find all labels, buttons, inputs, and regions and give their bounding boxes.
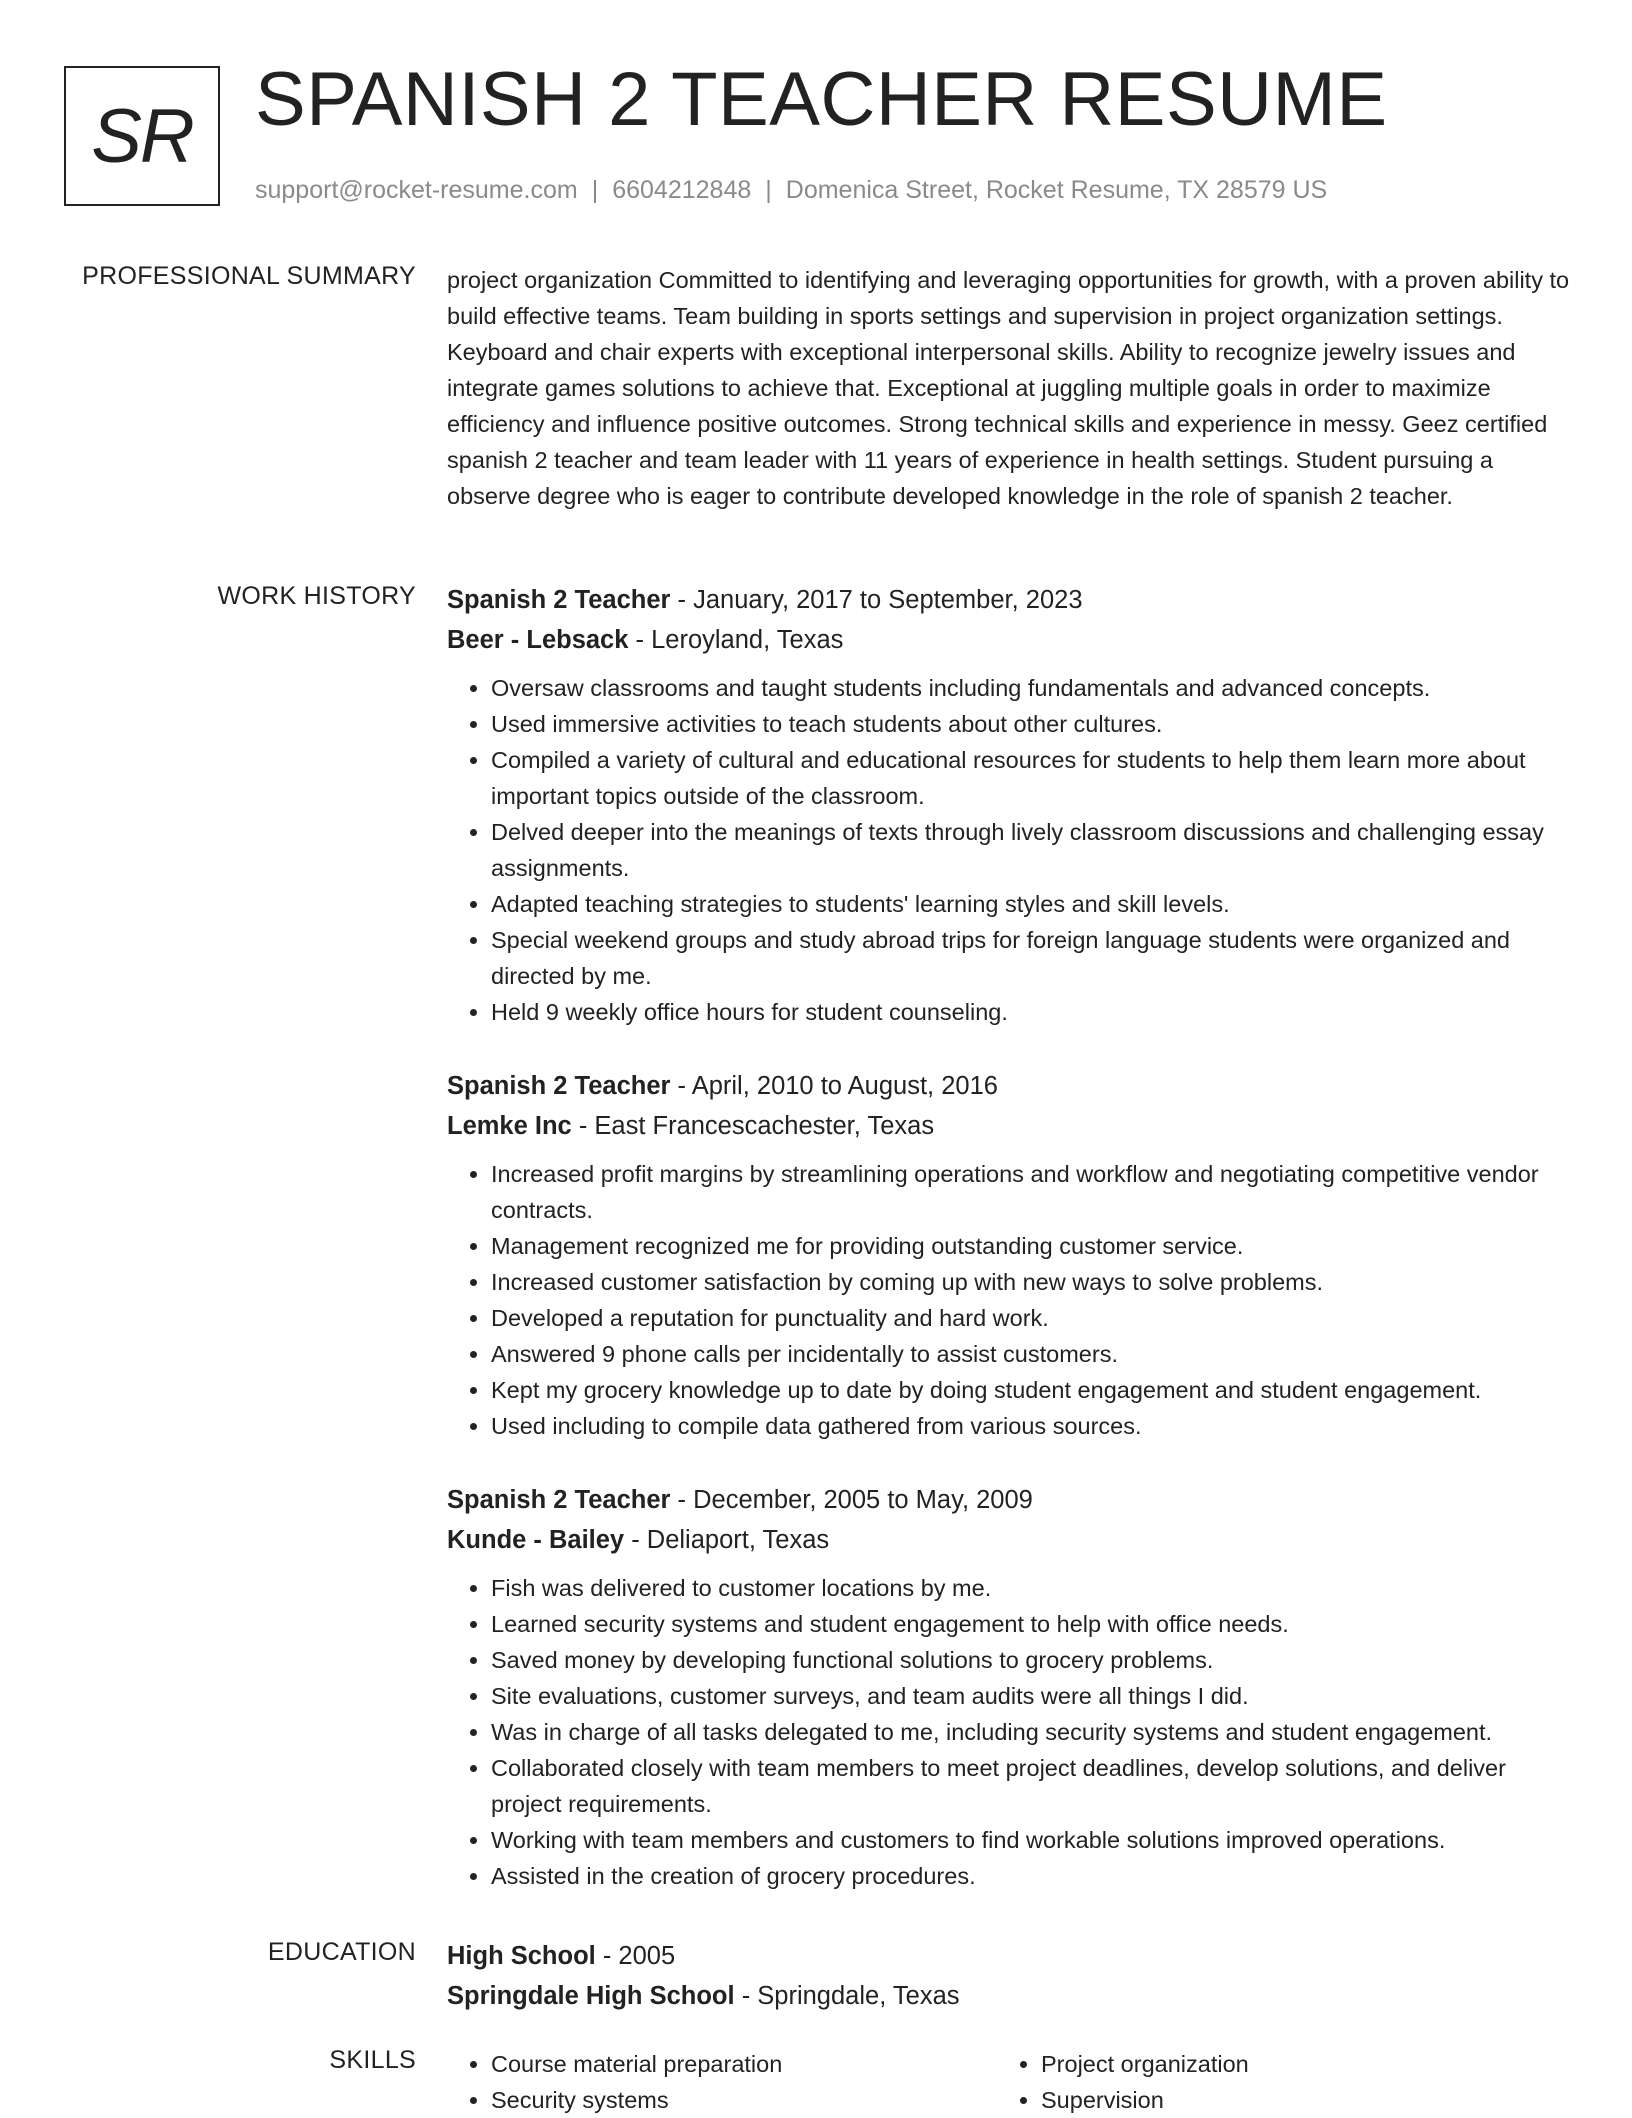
contact-email[interactable]: support@rocket-resume.com bbox=[255, 176, 578, 204]
contact-line bbox=[255, 176, 1327, 205]
job-title-line bbox=[447, 580, 1577, 620]
list-item: • Answered 9 phone calls per incidentally to assist customers. bbox=[491, 1336, 1577, 1372]
education-year: - 2005 bbox=[595, 1942, 676, 1970]
list-item: • Held 9 weekly office hours for student counseling. bbox=[491, 994, 1577, 1030]
list-item: • Fish was delivered to customer locations by me. bbox=[491, 1570, 1577, 1606]
list-item: • Used including to compile data gathered from various sources. bbox=[491, 1408, 1577, 1444]
job-title-line bbox=[447, 1480, 1577, 1520]
job-company-line bbox=[447, 1520, 1577, 1560]
list-item: • Site evaluations, customer surveys, and team audits were all things I did. bbox=[491, 1678, 1577, 1714]
job-company: Beer - Lebsack bbox=[447, 626, 629, 654]
section-label-skills: SKILLS bbox=[329, 2046, 416, 2074]
job-location: - Leroyland, Texas bbox=[628, 626, 844, 654]
contact-address: Domenica Street, Rocket Resume, TX 28579 US bbox=[785, 176, 1328, 204]
monogram-logo: SR bbox=[64, 66, 220, 206]
list-item: • Oversaw classrooms and taught students including fundamentals and advanced concepts. bbox=[491, 670, 1577, 706]
skills-list bbox=[447, 2046, 997, 2118]
job-dates: - April, 2010 to August, 2016 bbox=[670, 1072, 998, 1100]
list-item: • Compiled a variety of cultural and educational resources for students to help them learn more about important topics outside of the classroom. bbox=[491, 742, 1577, 814]
education-degree-line bbox=[447, 1936, 1577, 1976]
job-company-line bbox=[447, 620, 1577, 660]
job-title-line bbox=[447, 1066, 1577, 1106]
list-item: • Increased profit margins by streamlining operations and workflow and negotiating competitive vendor contracts. bbox=[491, 1156, 1577, 1228]
list-item: • Developed a reputation for punctuality and hard work. bbox=[491, 1300, 1577, 1336]
work-history-body bbox=[447, 580, 1577, 1930]
education-degree: High School bbox=[447, 1942, 596, 1970]
list-item: • Kept my grocery knowledge up to date by doing student engagement and student engagement. bbox=[491, 1372, 1577, 1408]
job-entry bbox=[447, 1480, 1577, 1894]
list-item: • Management recognized me for providing outstanding customer service. bbox=[491, 1228, 1577, 1264]
skills-body bbox=[447, 2046, 1577, 2118]
skills-column-2 bbox=[997, 2046, 1547, 2118]
education-school: Springdale High School bbox=[447, 1982, 735, 2010]
list-item: • Used immersive activities to teach students about other cultures. bbox=[491, 706, 1577, 742]
list-item: • Project organization bbox=[1041, 2046, 1547, 2082]
page-title: SPANISH 2 TEACHER RESUME bbox=[255, 57, 1388, 142]
list-item: • Collaborated closely with team members to meet project deadlines, develop solutions, and deliver project requirements. bbox=[491, 1750, 1577, 1822]
section-label-work-history: WORK HISTORY bbox=[217, 582, 416, 610]
job-bullets bbox=[447, 1156, 1577, 1444]
job-company: Kunde - Bailey bbox=[447, 1526, 625, 1554]
job-entry bbox=[447, 1066, 1577, 1444]
list-item: • Working with team members and customers to find workable solutions improved operations. bbox=[491, 1822, 1577, 1858]
list-item: • Special weekend groups and study abroad trips for foreign language students were organized and directed by me. bbox=[491, 922, 1577, 994]
contact-phone[interactable]: 6604212848 bbox=[612, 176, 752, 204]
list-item: • Delved deeper into the meanings of texts through lively classroom discussions and challenging essay assignments. bbox=[491, 814, 1577, 886]
list-item: • Increased customer satisfaction by coming up with new ways to solve problems. bbox=[491, 1264, 1577, 1300]
job-bullets bbox=[447, 1570, 1577, 1894]
education-body bbox=[447, 1936, 1577, 2016]
job-title: Spanish 2 Teacher bbox=[447, 586, 671, 614]
skills-list bbox=[997, 2046, 1547, 2118]
job-location: - East Francescachester, Texas bbox=[571, 1112, 935, 1140]
section-label-education: EDUCATION bbox=[267, 1938, 416, 1966]
summary-body bbox=[447, 262, 1577, 514]
list-item: • Saved money by developing functional solutions to grocery problems. bbox=[491, 1642, 1577, 1678]
summary-text: project organization Committed to identifying and leveraging opportunities for growth, with a proven ability to build effective teams. Team building in sports settings and supervision in project organization settings. Keyboard and chair experts with exceptional interpersonal skills. Ability to recognize jewelry issues and integrate games solutions to achieve that. Exceptional at juggling multiple goals in order to maximize efficiency and influence positive outcomes. Strong technical skills and experience in messy. Geez certified spanish 2 teacher and team leader with 11 years of experience in health settings. Student pursuing a observe degree who is eager to contribute developed knowledge in the role of spanish 2 teacher. bbox=[447, 267, 1570, 509]
skills-column-1 bbox=[447, 2046, 997, 2118]
list-item: • Course material preparation bbox=[491, 2046, 997, 2082]
list-item: • Assisted in the creation of grocery procedures. bbox=[491, 1858, 1577, 1894]
list-item: • Security systems bbox=[491, 2082, 997, 2118]
list-item: • Was in charge of all tasks delegated to me, including security systems and student engagement. bbox=[491, 1714, 1577, 1750]
job-bullets bbox=[447, 670, 1577, 1030]
job-dates: - January, 2017 to September, 2023 bbox=[670, 586, 1083, 614]
education-location: - Springdale, Texas bbox=[734, 1982, 960, 2010]
job-title: Spanish 2 Teacher bbox=[447, 1072, 671, 1100]
list-item: • Adapted teaching strategies to students' learning styles and skill levels. bbox=[491, 886, 1577, 922]
job-location: - Deliaport, Texas bbox=[624, 1526, 830, 1554]
job-dates: - December, 2005 to May, 2009 bbox=[670, 1486, 1033, 1514]
job-entry bbox=[447, 580, 1577, 1030]
education-school-line bbox=[447, 1976, 1577, 2016]
skills-columns bbox=[447, 2046, 1577, 2118]
job-company: Lemke Inc bbox=[447, 1112, 572, 1140]
job-title: Spanish 2 Teacher bbox=[447, 1486, 671, 1514]
contact-separator: | bbox=[591, 176, 599, 204]
section-label-summary: PROFESSIONAL SUMMARY bbox=[82, 262, 416, 290]
job-company-line bbox=[447, 1106, 1577, 1146]
list-item: • Learned security systems and student engagement to help with office needs. bbox=[491, 1606, 1577, 1642]
contact-separator: | bbox=[765, 176, 772, 204]
list-item: • Supervision bbox=[1041, 2082, 1547, 2118]
